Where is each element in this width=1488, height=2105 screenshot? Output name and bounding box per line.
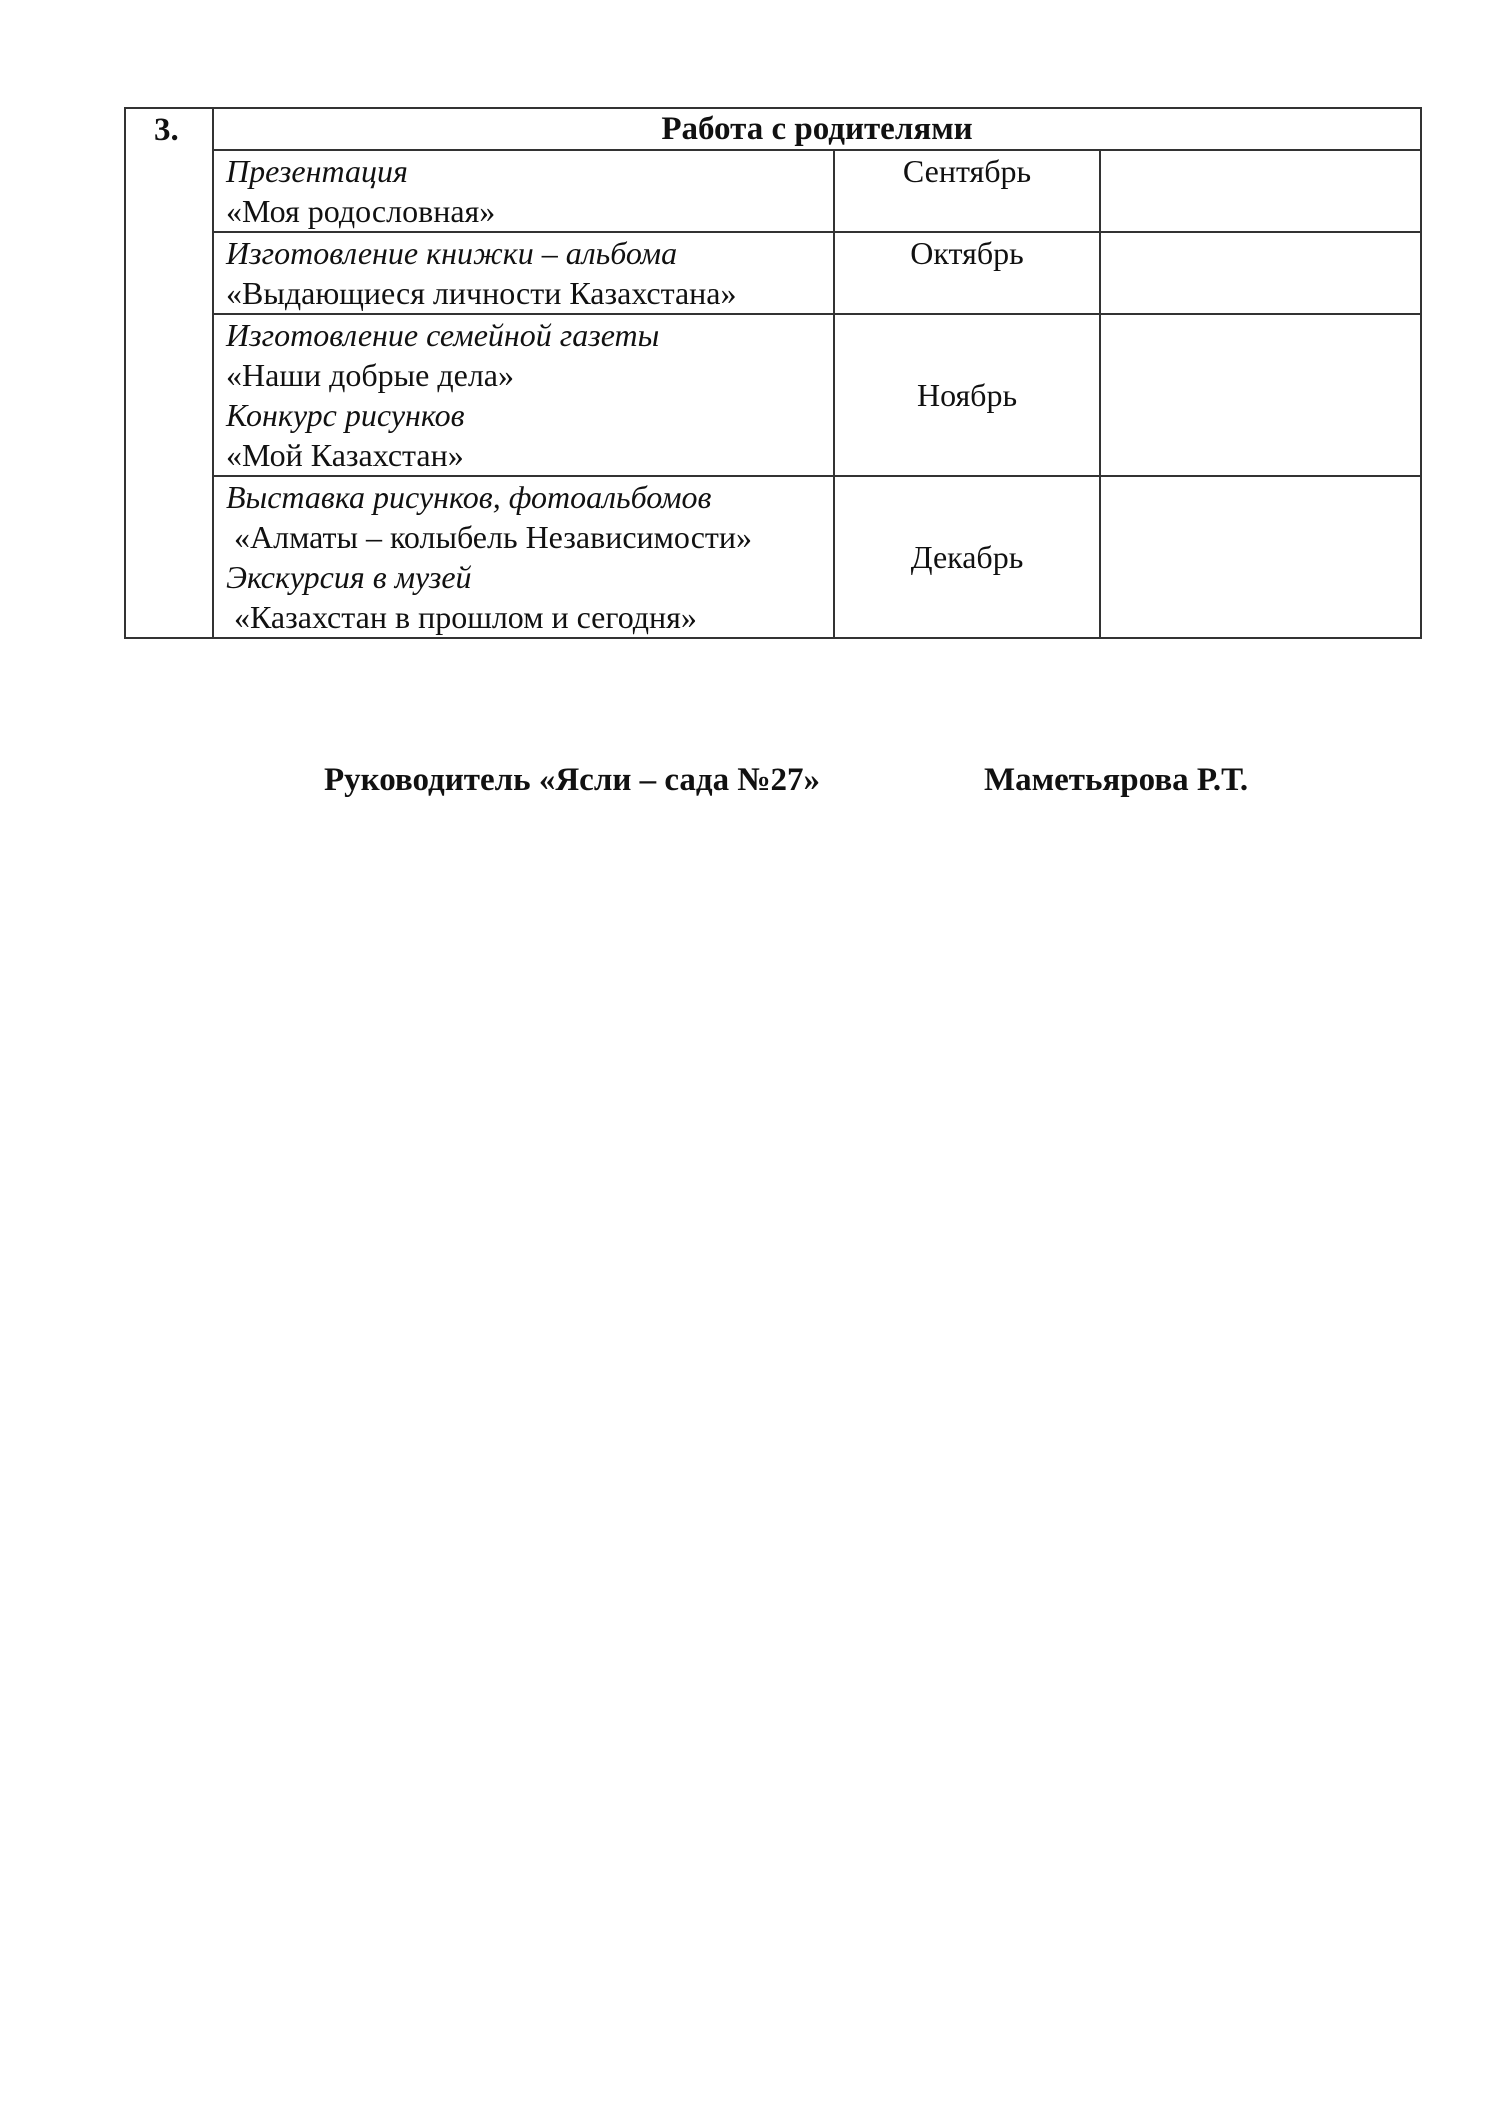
event-subtitle: «Алматы – колыбель Независимости» (234, 519, 753, 555)
date-cell: Ноябрь (834, 314, 1100, 476)
event-title: Изготовление книжки – альбома (226, 235, 678, 271)
event-title: Конкурс рисунков (226, 397, 465, 433)
responsible-cell (1100, 232, 1421, 314)
event-cell (213, 476, 834, 638)
responsible-cell (1100, 314, 1421, 476)
event-cell (213, 232, 834, 314)
event-title: Экскурсия в музей (226, 559, 472, 595)
responsible-cell (1100, 476, 1421, 638)
event-subtitle: «Казахстан в прошлом и сегодня» (234, 599, 697, 635)
signatory-name: Маметьярова Р.Т. (984, 762, 1249, 798)
event-title: Презентация (226, 153, 408, 189)
signatory-position: Руководитель «Ясли – сада №27» (324, 762, 820, 798)
section-number: 3. (125, 108, 213, 638)
event-subtitle: «Выдающиеся личности Казахстана» (226, 275, 737, 311)
event-title: Изготовление семейной газеты (226, 317, 660, 353)
section-header-row (125, 108, 1421, 150)
table-row (125, 314, 1421, 476)
table-row (125, 150, 1421, 232)
event-title: Выставка рисунков, фотоальбомов (226, 479, 712, 515)
date-cell: Декабрь (834, 476, 1100, 638)
plan-table (124, 107, 1422, 639)
table-row (125, 476, 1421, 638)
event-cell (213, 150, 834, 232)
event-subtitle: «Мой Казахстан» (226, 437, 464, 473)
date-cell: Сентябрь (834, 150, 1100, 232)
table-row (125, 232, 1421, 314)
responsible-cell (1100, 150, 1421, 232)
event-subtitle: «Моя родословная» (226, 193, 496, 229)
section-title: Работа с родителями (213, 108, 1421, 150)
event-subtitle: «Наши добрые дела» (226, 357, 514, 393)
event-cell (213, 314, 834, 476)
date-cell: Октябрь (834, 232, 1100, 314)
